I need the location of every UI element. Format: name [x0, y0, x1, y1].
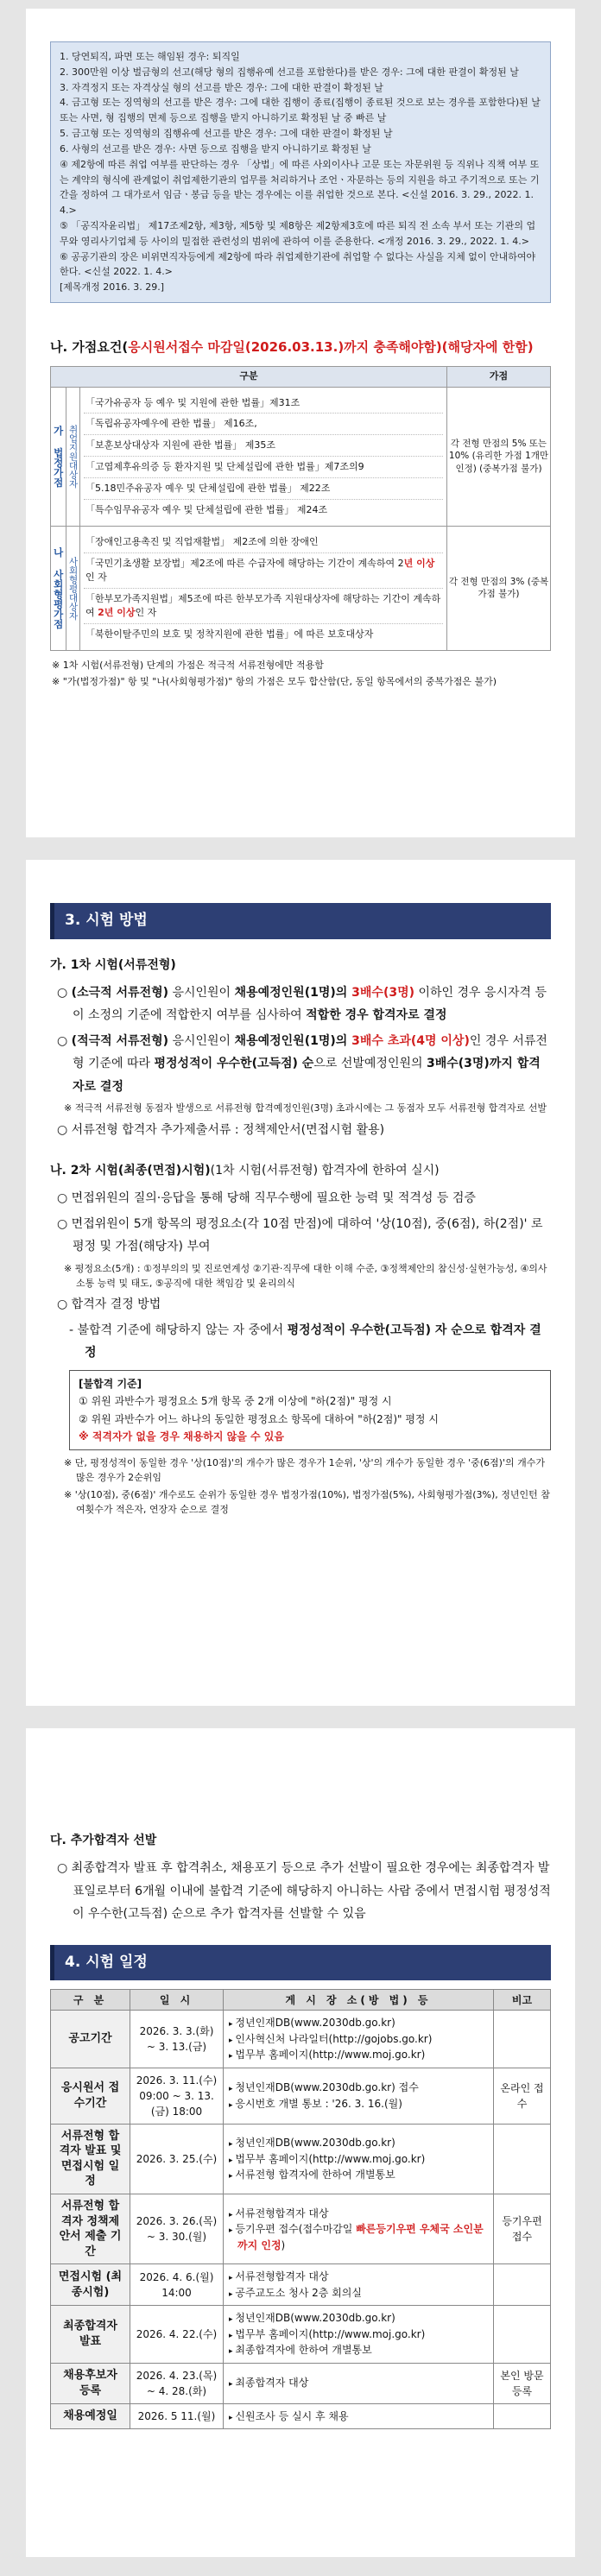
- section-3-bar: 3. 시험 방법: [50, 903, 551, 939]
- schedule-row: [51, 2403, 551, 2429]
- group-a-label: 가 법정가점: [51, 387, 66, 527]
- place-item: ▸ 등기우편 접수(접수마감일 빠른등기우편 우체국 소인분까지 인정): [229, 2221, 488, 2253]
- sub-c-title: 다. 추가합격자 선발: [50, 1834, 157, 1847]
- law-item: 「고엽제후유의증 등 환자지원 및 단체설립에 관한 법률」제7조의9: [84, 457, 443, 478]
- schedule-row: [51, 2264, 551, 2306]
- law-item: 「특수임무유공자 예우 및 단체설립에 관한 법률」 제24조: [85, 504, 328, 516]
- decision-method: ○ 합격자 결정 방법: [57, 1297, 161, 1311]
- group-a-items: [80, 387, 447, 527]
- row-date: 2026. 3. 3.(화) ~ 3. 13.(금): [130, 2011, 224, 2068]
- sub-b-title: 나. 2차 시험(최종(면접)시험)(1차 시험(서류전형) 합격자에 한하여 실시): [50, 1164, 440, 1178]
- notice-line: 2. 300만원 이상 벌금형의 선고(해당 형의 집행유예 선고를 포함한다)를 받은 경우: 그에 대한 판결이 확정된 날: [60, 66, 519, 78]
- row-place: [224, 2124, 494, 2194]
- row-date: 2026. 3. 25.(수): [130, 2124, 224, 2194]
- col-note: 비고: [494, 1990, 551, 2011]
- place-item: ▸ 공주교도소 청사 2층 회의실: [229, 2285, 488, 2301]
- law-item: 「국가유공자 등 예우 및 지원에 관한 법률」제31조: [84, 393, 443, 414]
- notice-line: ⑤ 「공직자윤리법」 제17조제2항, 제3항, 제5항 및 제8항은 제2항제3호에 따른 퇴직 전 소속 부서 또는 기관의 업무와 영리사기업체 등 사이의 밀접한 관련성의 범위에 관하여 이를 준용한다. <개정 2016. 3. 29., 2022. 1. 4.>: [60, 219, 536, 247]
- additional-selection: ○ 최종합격자 발표 후 합격취소, 채용포기 등으로 추가 선발이 필요한 경우에는 최종합격자 발표일로부터 6개월 이내에 불합격 기준에 해당하지 아니하는 사람 중에서 면접시험 평정성적이 우수한(고득점) 순으로 추가 합격자를 선발할 수 있음: [57, 1861, 551, 1922]
- place-item: ▸ 법무부 홈페이지(http://www.moj.go.kr): [229, 2327, 488, 2343]
- place-item: ▸ 청년인재DB(www.2030db.go.kr): [229, 2310, 488, 2327]
- row-note: 온라인 접수: [494, 2068, 551, 2124]
- place-item: ▸ 서류전형 합격자에 한하여 개별통보: [229, 2167, 488, 2183]
- notice-line: 4. 금고형 또는 징역형의 선고를 받은 경우: 그에 대한 집행이 종료(집행이 종료된 것으로 보는 경우를 포함한다)된 날 또는 사면, 형 집행의 면제 등으로 집행을 받지 아니하기로 확정된 날 중 빠른 날: [60, 97, 541, 124]
- row-date: 2026. 3. 11.(수) 09:00 ~ 3. 13.(금) 18:00: [130, 2068, 224, 2124]
- schedule-row: [51, 2194, 551, 2263]
- schedule-row: [51, 2306, 551, 2364]
- place-item: ▸ 법무부 홈페이지(http://www.moj.go.kr): [229, 2151, 488, 2168]
- row-date: 2026. 4. 6.(월) 14:00: [130, 2264, 224, 2306]
- row-date: 2026. 4. 22.(수): [130, 2306, 224, 2364]
- notice-line: ⑥ 공공기관의 장은 비위면직자등에게 제2항에 따라 취업제한기관에 취업할 수 없다는 사실을 지체 없이 안내하여야 한다. <신설 2022. 1. 4.>: [60, 250, 536, 278]
- row-name: 공고기간: [51, 2011, 130, 2068]
- row-note: [494, 2306, 551, 2364]
- tie-break-2: ※ '상(10점), 중(6점)' 개수로도 순위가 동일한 경우 법정가점(10%), 법정가점(5%), 사회형평가점(3%), 정년인턴 참여횟수가 적은자, 연장자 순으로 결정: [64, 1489, 550, 1516]
- fail-criteria-title: [불합격 기준]: [79, 1377, 142, 1390]
- group-a-value: 각 전형 만점의 5% 또는 10% (유리한 가점 1개만 인정) (중복가점 불가): [447, 387, 551, 527]
- notice-line: [제목개정 2016. 3. 29.]: [60, 281, 165, 294]
- fail-criterion-2: ② 위원 과반수가 어느 하나의 동일한 평정요소 항목에 대하여 "하(2점)" 평정 시: [79, 1412, 439, 1425]
- note-2: ※ "가(법정가점)" 항 및 "나(사회형평가점)" 항의 가점은 모두 합산함(단, 동일 항목에서의 중복가점은 불가): [52, 676, 497, 688]
- place-item: ▸ 법무부 홈페이지(http://www.moj.go.kr): [229, 2047, 488, 2063]
- row-place: [224, 2403, 494, 2429]
- row-place: [224, 2011, 494, 2068]
- notice-line: ④ 제2항에 따른 취업 여부를 판단하는 경우 「상법」에 따른 사외이사나 고문 또는 자문위원 등 직위나 직책 여부 또는 계약의 형식에 관계없이 취업제한기관의 업무를 처리하거나 조언ㆍ자문하는 등의 지원을 하고 주기적으로 또는 기간을 정하여 그 대가로서 임금ㆍ봉급 등을 받는 경우에는 이를 취업한 것으로 본다. <신설 2016. 3. 29., 2022. 1. 4.>: [60, 158, 540, 217]
- row-note: [494, 2011, 551, 2068]
- place-item: ▸ 최종합격자 대상: [229, 2375, 488, 2391]
- col-date: 일 시: [130, 1990, 224, 2011]
- page-1: [26, 9, 575, 837]
- active-screening: ○ (적극적 서류전형) 응시인원이 채용예정인원(1명)의 3배수 초과(4명 이상)인 경우 서류전형 기준에 따라 평정성적이 우수한(고득점) 순으로 선발예정인원의 3배수(3명)까지 합격자로 결정: [57, 1033, 547, 1094]
- place-item: ▸ 서류전형합격자 대상: [229, 2206, 488, 2222]
- group-b-label: 나 사회형평가점: [51, 527, 66, 651]
- no-hire-note: ※ 적격자가 없을 경우 채용하지 않을 수 있음: [79, 1430, 284, 1443]
- legal-notice-box: [50, 41, 551, 303]
- row-note: [494, 2403, 551, 2429]
- row-name: 최종합격자 발표: [51, 2306, 130, 2364]
- group-b-value: 각 전형 만점의 3% (중복가점 불가): [447, 527, 551, 651]
- tie-break-1: ※ 단, 평정성적이 동일한 경우 '상(10점)'의 개수가 많은 경우가 1순위, '상'의 개수가 동일한 경우 '중(6점)'의 개수가 많은 경우가 2순위임: [64, 1457, 545, 1484]
- row-name: 서류전형 합격자 발표 및 면접시험 일정: [51, 2124, 130, 2194]
- notice-line: 3. 자격정지 또는 자격상실 형의 선고를 받은 경우: 그에 대한 판결이 확정된 날: [60, 81, 383, 93]
- bonus-points-table: [50, 366, 551, 651]
- bonus-points-heading: 나. 가점요건(응시원서접수 마감일(2026.03.13.)까지 충족해야함)(해당자에 한함): [50, 339, 534, 355]
- row-name: 채용예정일: [51, 2403, 130, 2429]
- sub-a-title: 가. 1차 시험(서류전형): [50, 957, 176, 972]
- extra-docs: ○ 서류전형 합격자 추가제출서류 : 정책제안서(면접시험 활용): [57, 1122, 385, 1137]
- col-division: 구 분: [51, 1990, 130, 2011]
- law-item: 「북한이탈주민의 보호 및 정착지원에 관한 법률」에 따른 보호대상자: [85, 628, 374, 640]
- place-item: ▸ 청년인재DB(www.2030db.go.kr): [229, 2135, 488, 2151]
- schedule-row: [51, 2124, 551, 2194]
- law-item: 「장애인고용촉진 및 직업재활법」 제2조에 의한 장애인: [84, 532, 443, 553]
- decision-rule: - 불합격 기준에 해당하지 않는 자 중에서 평정성적이 우수한(고득점) 자 순으로 합격자 결정: [69, 1323, 541, 1361]
- group-a-sub: 취업지원대상자: [66, 387, 80, 527]
- fail-criterion-1: ① 위원 과반수가 평정요소 5개 항목 중 2개 이상에 "하(2점)" 평정 시: [79, 1395, 392, 1408]
- row-name: 서류전형 합격자 정책제안서 제출 기간: [51, 2194, 130, 2263]
- row-name: 응시원서 접수기간: [51, 2068, 130, 2124]
- row-place: [224, 2068, 494, 2124]
- row-date: 2026. 4. 23.(목) ~ 4. 28.(화): [130, 2363, 224, 2403]
- place-item: ▸ 정년인재DB(www.2030db.go.kr): [229, 2015, 488, 2031]
- passive-screening: ○ (소극적 서류전형) 응시인원이 채용예정인원(1명)의 3배수(3명) 이하인 경우 응시자격 등이 소정의 기준에 적합한지 여부를 심사하여 적합한 경우 합격자로 결정: [57, 985, 547, 1023]
- col-category: 구분: [51, 366, 447, 387]
- page-2: [26, 860, 575, 1706]
- row-place: [224, 2306, 494, 2364]
- row-place: [224, 2194, 494, 2263]
- col-place: 게 시 장 소(방 법) 등: [224, 1990, 494, 2011]
- row-date: 2026. 5 11.(월): [130, 2403, 224, 2429]
- tie-note-a: ※ 적극적 서류전형 동점자 발생으로 서류전형 합격예정인원(3명) 초과시에는 그 동점자 모두 서류전형 합격자로 선발: [64, 1102, 547, 1114]
- law-item: 「독립유공자예우에 관한 법률」 제16조,: [84, 414, 443, 435]
- place-item: ▸ 인사혁신처 나라일터(http://gojobs.go.kr): [229, 2031, 488, 2048]
- place-item: ▸ 최종합격자에 한하여 개별통보: [229, 2342, 488, 2358]
- note-1: ※ 1차 시험(서류전형) 단계의 가점은 적극적 서류전형에만 적용함: [52, 659, 324, 671]
- place-item: ▸ 신원조사 등 실시 후 채용: [229, 2409, 488, 2425]
- row-place: [224, 2264, 494, 2306]
- notice-line: 5. 금고형 또는 징역형의 집행유예 선고를 받은 경우: 그에 대한 판결이 확정된 날: [60, 128, 393, 140]
- scoring-factors: ※ 평정요소(5개) : ①정부의의 및 진로연계성 ②기관·직무에 대한 이해 수준, ③정책제안의 참신성·실현가능성, ④의사소통 능력 및 태도, ⑤공직에 대한 책임감 및 윤리의식: [64, 1262, 547, 1289]
- section-4-bar: 4. 시험 일정: [50, 1945, 551, 1981]
- row-name: 채용후보자 등록: [51, 2363, 130, 2403]
- row-note: [494, 2124, 551, 2194]
- row-place: [224, 2363, 494, 2403]
- law-item: 「5.18민주유공자 예우 및 단체설립에 관한 법률」 제22조: [84, 478, 443, 500]
- row-note: [494, 2264, 551, 2306]
- row-note: 본인 방문 등록: [494, 2363, 551, 2403]
- page-3: [26, 1728, 575, 2557]
- row-date: 2026. 3. 26.(목) ~ 3. 30.(월): [130, 2194, 224, 2263]
- row-name: 면접시험 (최종시험): [51, 2264, 130, 2306]
- schedule-row: [51, 2068, 551, 2124]
- group-b-sub: 사회형평대상자: [66, 527, 80, 651]
- place-item: ▸ 청년인재DB(www.2030db.go.kr) 접수: [229, 2080, 488, 2096]
- schedule-table: [50, 1989, 551, 2429]
- col-points: 가점: [447, 366, 551, 387]
- law-item: 「한부모가족지원법」제5조에 따른 한부모가족 지원대상자에 해당하는 기간이 계속하여 2년 이상인 자: [84, 589, 443, 624]
- law-item: 「국민기초생활 보장법」제2조에 따른 수급자에 해당하는 기간이 계속하여 2년 이상인 자: [84, 553, 443, 589]
- place-item: ▸ 서류전형합격자 대상: [229, 2269, 488, 2285]
- interview-scoring: ○ 면접위원이 5개 항목의 평정요소(각 10점 만점)에 대하여 '상(10점), 중(6점), 하(2점)' 로 평정 및 가점(해당자) 부여: [57, 1216, 543, 1254]
- notice-line: 6. 사형의 선고를 받은 경우: 사면 등으로 집행을 받지 아니하기로 확정된 날: [60, 142, 371, 155]
- interview-purpose: ○ 면접위원의 질의·응답을 통해 당해 직무수행에 필요한 능력 및 적격성 등 검증: [57, 1191, 476, 1206]
- notice-line: 1. 당연퇴직, 파면 또는 해임된 경우: 퇴직일: [60, 51, 240, 62]
- fail-criteria-box: [69, 1370, 551, 1451]
- law-item: 「보훈보상대상자 지원에 관한 법률」 제35조: [84, 435, 443, 457]
- place-item: ▸ 응시번호 개별 통보 : '26. 3. 16.(월): [229, 2096, 488, 2112]
- schedule-row: [51, 2011, 551, 2068]
- row-note: 등기우편 접수: [494, 2194, 551, 2263]
- group-b-items: [80, 527, 447, 651]
- schedule-row: [51, 2363, 551, 2403]
